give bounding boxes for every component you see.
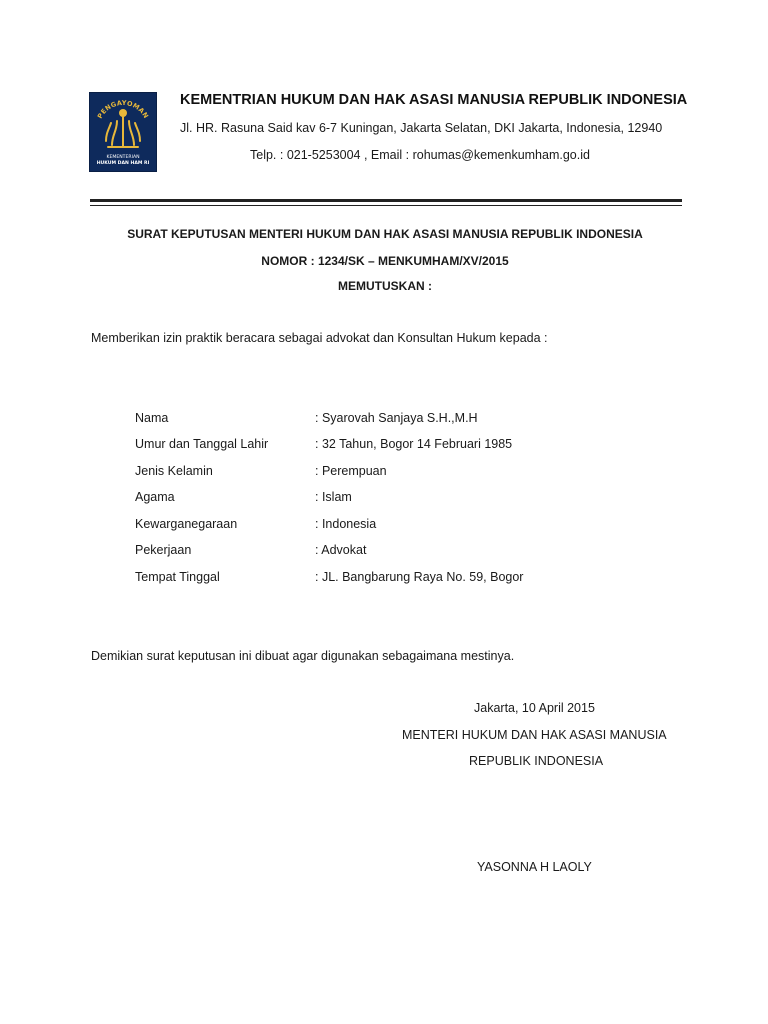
- signature-title-line1: MENTERI HUKUM DAN HAK ASASI MANUSIA: [402, 728, 667, 742]
- organization-contact: Telp. : 021-5253004 , Email : rohumas@kemenkumham.go.id: [250, 148, 590, 162]
- pengayoman-emblem-icon: [90, 93, 156, 171]
- letterhead-divider-thin: [90, 205, 682, 206]
- field-value-umur: : 32 Tahun, Bogor 14 Februari 1985: [315, 437, 513, 451]
- field-label-nama: Nama: [135, 411, 169, 425]
- signature-title-line2: REPUBLIK INDONESIA: [469, 754, 604, 768]
- document-number: NOMOR : 1234/SK – MENKUMHAM/XV/2015: [261, 254, 509, 268]
- field-value-agama: : Islam: [315, 490, 352, 504]
- field-label-umur: Umur dan Tanggal Lahir: [135, 437, 269, 451]
- document-title: SURAT KEPUTUSAN MENTERI HUKUM DAN HAK ASASI MANUSIA REPUBLIK INDONESIA: [127, 227, 643, 241]
- letterhead-divider-thick: [90, 199, 682, 202]
- field-label-agama: Agama: [135, 490, 175, 504]
- organization-name: KEMENTRIAN HUKUM DAN HAK ASASI MANUSIA REPUBLIK INDONESIA: [180, 92, 688, 108]
- intro-paragraph: Memberikan izin praktik beracara sebagai advokat dan Konsultan Hukum kepada :: [91, 331, 548, 345]
- logo-top-text: PENGAYOMAN: [95, 98, 151, 120]
- field-label-pekerjaan: Pekerjaan: [135, 543, 192, 557]
- field-label-jenis-kelamin: Jenis Kelamin: [135, 464, 213, 478]
- decision-heading: MEMUTUSKAN :: [338, 279, 432, 293]
- organization-address: Jl. HR. Rasuna Said kav 6-7 Kuningan, Jakarta Selatan, DKI Jakarta, Indonesia, 12940: [180, 121, 663, 135]
- field-value-jenis-kelamin: : Perempuan: [315, 464, 387, 478]
- field-value-nama: : Syarovah Sanjaya S.H.,M.H: [315, 411, 478, 425]
- field-label-kewarganegaraan: Kewarganegaraan: [135, 517, 238, 531]
- field-label-tempat-tinggal: Tempat Tinggal: [135, 570, 220, 584]
- signature-place-date: Jakarta, 10 April 2015: [474, 701, 595, 715]
- field-value-pekerjaan: : Advokat: [315, 543, 367, 557]
- signatory-name: YASONNA H LAOLY: [477, 860, 592, 874]
- logo-bottom-line1: KEMENTERIAN: [106, 155, 140, 160]
- field-value-kewarganegaraan: : Indonesia: [315, 517, 377, 531]
- ministry-logo: [89, 92, 157, 172]
- closing-paragraph: Demikian surat keputusan ini dibuat agar digunakan sebagaimana mestinya.: [91, 649, 515, 663]
- logo-bottom-line2: HUKUM DAN HAM RI: [96, 161, 150, 166]
- field-value-tempat-tinggal: : JL. Bangbarung Raya No. 59, Bogor: [315, 570, 524, 584]
